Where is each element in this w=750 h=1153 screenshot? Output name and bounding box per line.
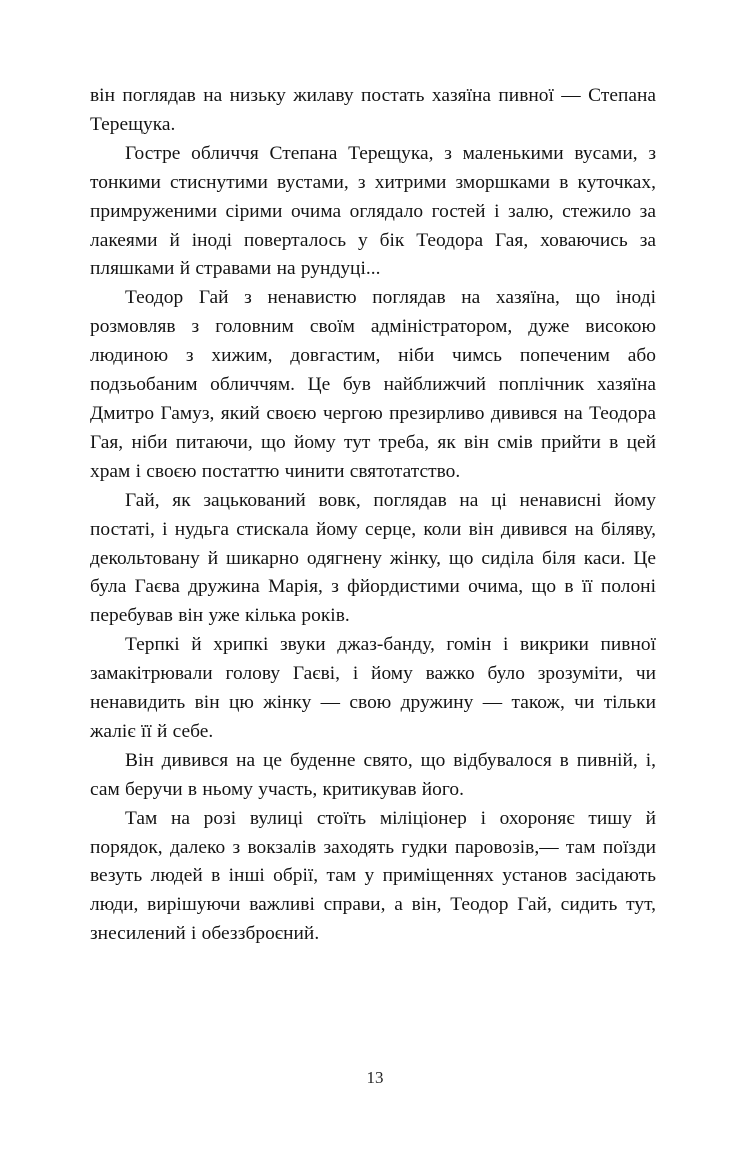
paragraph-2: Гостре обличчя Степана Терещука, з маленькими вусами, з тонкими стиснутими вустами, з хитрими зморшками в куточках, примруженими сірими очима оглядало гостей і залю, стежило за лакеями й іноді поверталось у бік Теодора Гая, ховаючись за пляшками й стравами на рундуці... — [90, 142, 656, 280]
paragraph-3: Теодор Гай з ненавистю поглядав на хазяїна, що іноді розмовляв з головним своїм адміністратором, дуже високою людиною з хижим, довгастим, ніби чимсь попеченим або подзьобаним обличчям. Це був найближчий поплічник хазяїна Дмитро Гамуз, який своєю чергою презирливо дивився на Теодора Гая, ніби питаючи, що йому тут треба, як він смів прийти в цей храм і своєю постаттю чинити святотатство. — [90, 287, 656, 482]
paragraph-4: Гай, як зацькований вовк, поглядав на ці ненависні йому постаті, і нудьга стискала йому серце, коли він дивився на біляву, декольтовану й шикарно одягнену жінку, що сиділа біля каси. Це була Гаєва дружина Марія, з фйордистими очима, що в її полоні перебував він уже кілька років. — [90, 489, 656, 627]
page-number: 13 — [366, 1068, 384, 1087]
paragraph-7: Там на розі вулиці стоїть міліціонер і охороняє тишу й порядок, далеко з вокзалів заходять гудки паровозів,— там поїзди везуть людей в інші обрії, там у приміщеннях установ засідають люди, вирішуючи важливі справи, а він, Теодор Гай, сидить тут, знесилений і обеззброєний. — [90, 807, 656, 945]
paragraph-6: Він дивився на це буденне свято, що відбувалося в пивній, і, сам беручи в ньому участь, критикував його. — [90, 749, 656, 800]
paragraph-5: Терпкі й хрипкі звуки джаз-банду, гомін і викрики пивної замакітрювали голову Гаєві, і йому важко було зрозуміти, чи ненавидить він цю жінку — свою дружину — також, чи тільки жаліє її й себе. — [90, 634, 656, 742]
paragraph-1: він поглядав на низьку жилаву постать хазяїна пивної — Степана Терещука. — [90, 85, 656, 135]
page-text-body — [90, 82, 656, 949]
